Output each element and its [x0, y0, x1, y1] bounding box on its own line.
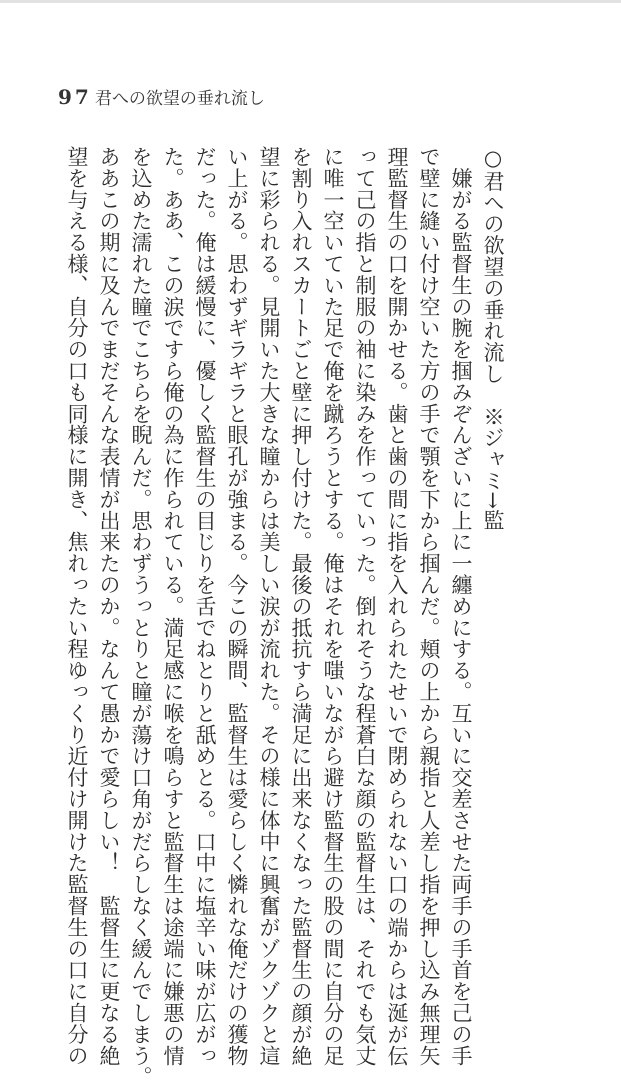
text-column: い上がる。思わずギラギラと眼孔が強まる。今この瞬間、監督生は愛らしく憐れな俺だけの獲物	[225, 146, 249, 1067]
text-column: 望を与える様、自分の口も同様に開き、焦れったい程ゆっくり近付け開けた監督生の口に自分の	[65, 146, 89, 1067]
text-column: 望に彩られる。見開いた大きな瞳からは美しい涙が流れた。その様に体中に興奮がゾクゾクと這	[257, 146, 281, 1067]
text-column: ああこの期に及んでまだそんな表情が出来たのか。なんて愚かで愛らしい！ 監督生に更なる絶	[97, 146, 121, 1067]
text-column: を割り入れスカートごと壁に押し付けた。最後の抵抗すら満足に出来なくなった監督生の顔が絶	[289, 146, 313, 1067]
chapter-title: 君への欲望の垂れ流し	[94, 89, 265, 109]
vertical-text-body	[61, 146, 509, 1088]
top-bar	[0, 0, 621, 3]
section-heading: ○君への欲望の垂れ流し ※ジャミ→監	[481, 146, 505, 531]
text-column: で壁に縫い付け空いた方の手で顎を下から掴んだ。頬の上から親指と人差し指を押し込み無理矢	[417, 146, 441, 1067]
text-column: た。ああ、この涙ですら俺の為に作られている。満足感に喉を鳴らすと監督生は途端に嫌悪の情	[161, 146, 185, 1067]
text-column: を込めた濡れた瞳でこちらを睨んだ。思わずうっとりと瞳が蕩け口角がだらしなく緩んでしまう。	[129, 146, 153, 1088]
text-column: 理監督生の口を開かせる。歯と歯の間に指を入れられたせいで閉められない口の端からは涎が伝	[385, 146, 409, 1067]
text-column: って己の指と制服の袖に染みを作っていった。倒れそうな程蒼白な顔の監督生は、それでも気丈	[353, 146, 377, 1067]
page-number: 97	[58, 85, 92, 109]
text-column: に唯一空いていた足で俺を蹴ろうとする。俺はそれを嗤いながら避け監督生の股の間に自分の足	[321, 146, 345, 1067]
running-header	[58, 84, 265, 109]
text-column: 嫌がる監督生の腕を掴みぞんざいに上に一纏めにする。互いに交差させた両手の手首を己の手	[449, 146, 473, 1067]
text-column: だった。俺は緩慢に、優しく監督生の目じりを舌でねとりと舐めとる。口中に塩辛い味が広がっ	[193, 146, 217, 1067]
